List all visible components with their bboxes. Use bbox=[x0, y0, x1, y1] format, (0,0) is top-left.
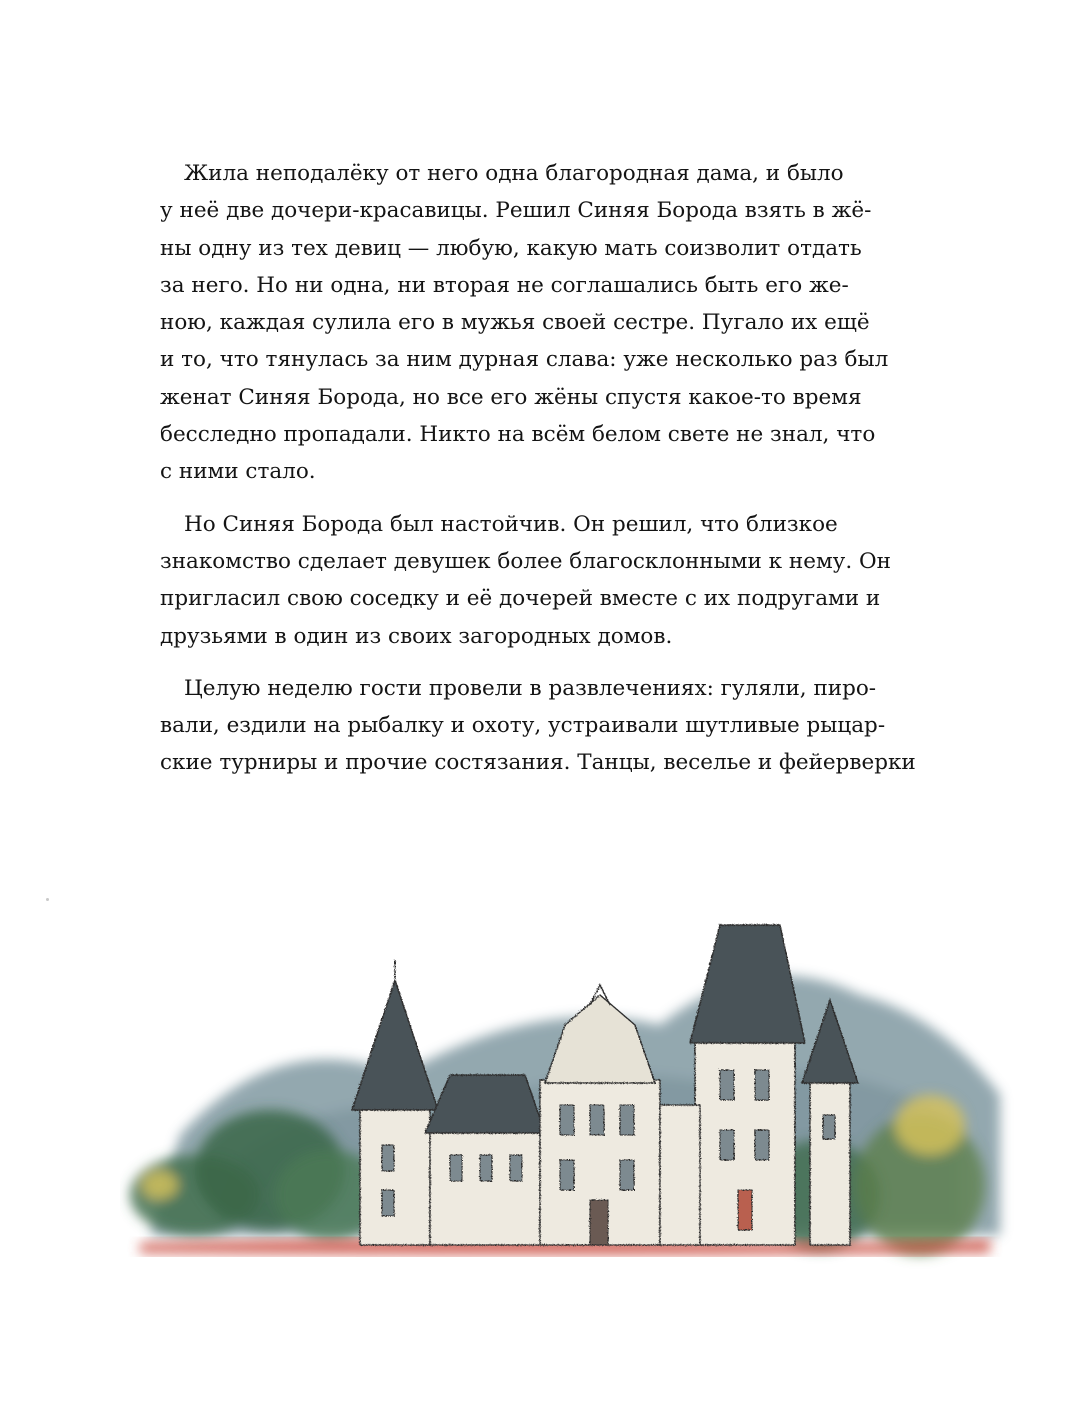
text-line: пригласил свою соседку и её дочерей вместе с их подругами и bbox=[160, 586, 881, 612]
castle bbox=[352, 925, 858, 1245]
text-line: женат Синяя Борода, но все его жёны спустя какое-то время bbox=[160, 384, 862, 410]
text-line: Но Синяя Борода был настойчив. Он решил, что близкое bbox=[184, 511, 838, 537]
text-line: ною, каждая сулила его в мужья своей сестре. Пугало их ещё bbox=[160, 310, 870, 336]
text-line: за него. Но ни одна, ни вторая не соглашались быть его же- bbox=[160, 272, 849, 298]
text-line: знакомство сделает девушек более благосклонными к нему. Он bbox=[160, 548, 891, 574]
text-line: ны одну из тех девиц — любую, какую мать соизволит отдать bbox=[160, 235, 862, 261]
text-line: вали, ездили на рыбалку и охоту, устраивали шутливые рыцар- bbox=[160, 713, 886, 739]
text-line: Жила неподалёку от него одна благородная дама, и было bbox=[184, 161, 844, 186]
text-line: с ними стало. bbox=[160, 459, 316, 485]
text-line: бесследно пропадали. Никто на всём белом свете не знал, что bbox=[160, 422, 876, 448]
text-line: ские турниры и прочие состязания. Танцы, веселье и фейерверки bbox=[160, 750, 916, 776]
paragraph-3 bbox=[160, 670, 916, 782]
text-line: у неё две дочери-красавицы. Решил Синяя Борода взять в жё- bbox=[160, 198, 872, 224]
paragraph-1 bbox=[160, 155, 906, 491]
text-line: Целую неделю гости провели в развлечениях: гуляли, пиро- bbox=[184, 675, 877, 701]
paragraph-2 bbox=[160, 506, 906, 655]
story-text bbox=[160, 155, 916, 782]
text-line: друзьями в один из своих загородных домов. bbox=[160, 623, 673, 649]
text-line: и то, что тянулась за ним дурная слава: уже несколько раз был bbox=[160, 347, 889, 373]
castle-illustration bbox=[120, 905, 1020, 1275]
paper-speck bbox=[46, 898, 49, 901]
